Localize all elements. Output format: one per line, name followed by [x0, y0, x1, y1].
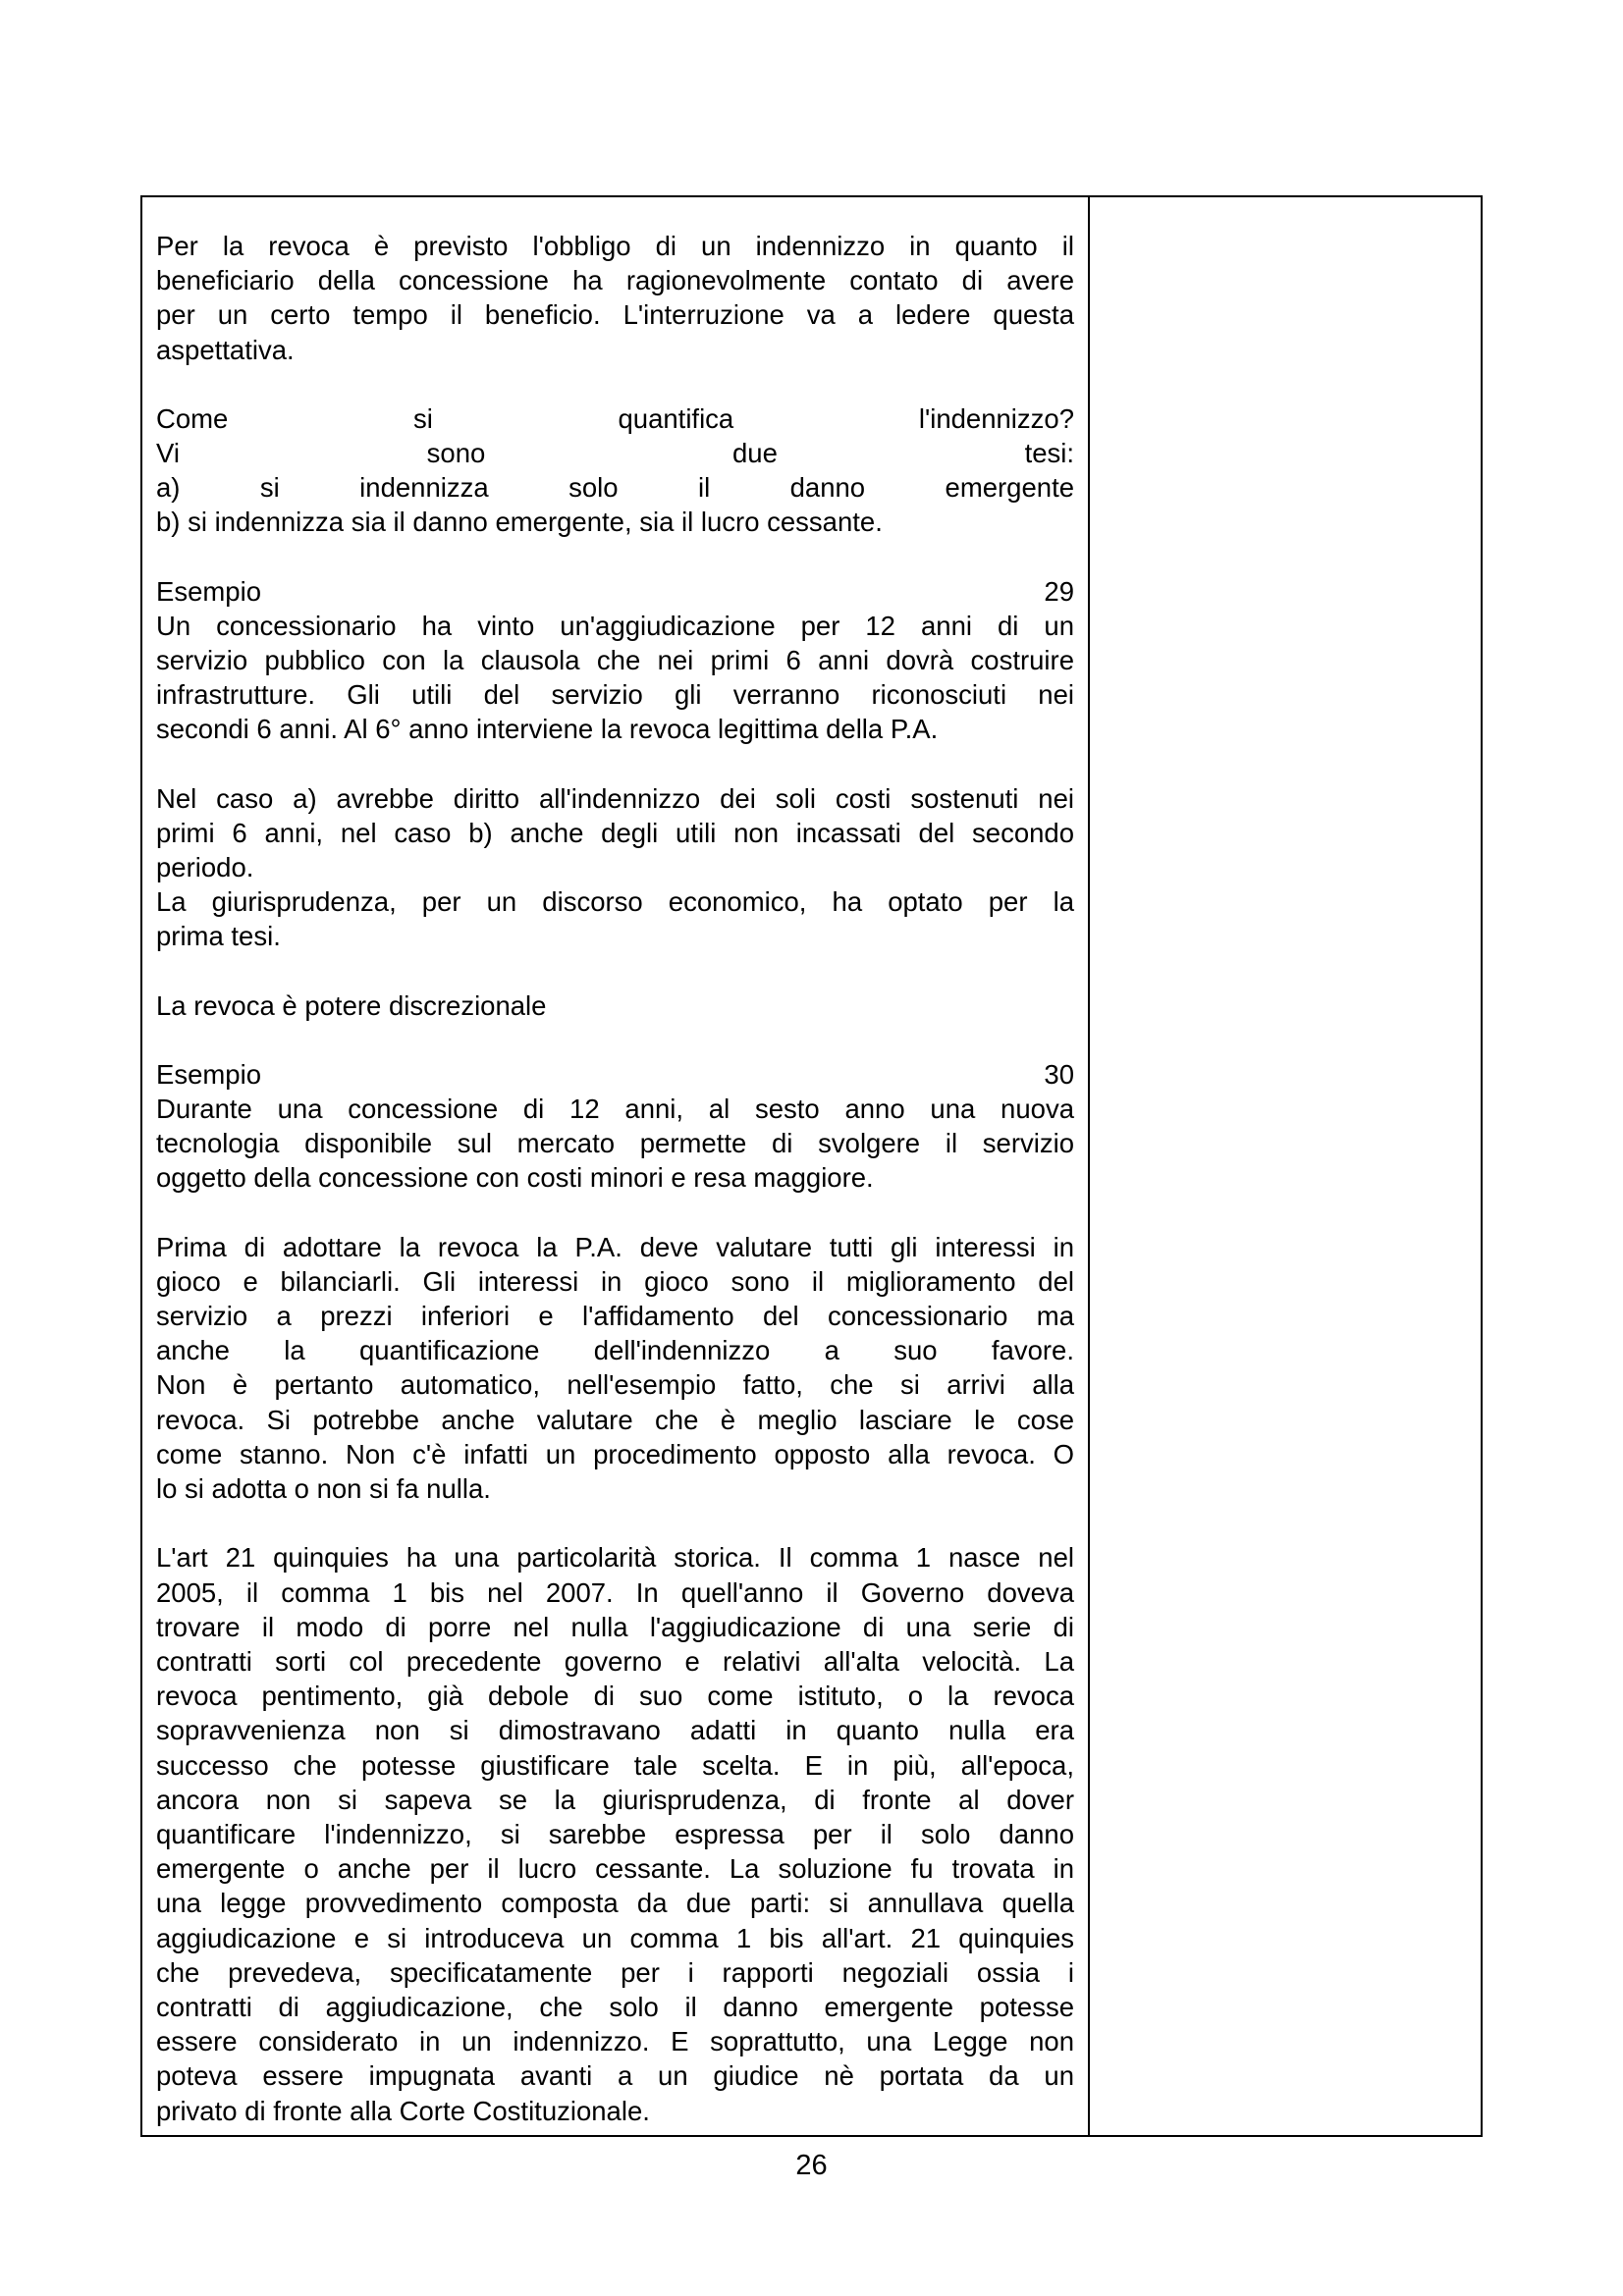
text-line: Durante una concessione di 12 anni, al sesto anno una nuova	[156, 1094, 1074, 1125]
text-line: contratti di aggiudicazione, che solo il danno emergente potesse	[156, 1991, 1074, 2022]
text-line: La revoca è potere discrezionale	[156, 989, 547, 1021]
text-line: primi 6 anni, nel caso b) anche degli utili non incassati del secondo	[156, 817, 1074, 848]
text-line: Un concessionario ha vinto un'aggiudicazione per 12 anni di un	[156, 610, 1074, 641]
text-line: 2005, il comma 1 bis nel 2007. In quell'anno il Governo doveva	[156, 1576, 1074, 1608]
page-number: 26	[795, 2150, 828, 2181]
text-line: revoca pentimento, già debole di suo come istituto, o la revoca	[156, 1681, 1074, 1712]
text-line: per un certo tempo il beneficio. L'interruzione va a ledere questa	[156, 299, 1074, 331]
text-line: Come si quantifica l'indennizzo?	[156, 402, 1074, 434]
text-line: tecnologia disponibile sul mercato permette di svolgere il servizio	[156, 1128, 1074, 1159]
text-line: revoca. Si potrebbe anche valutare che è meglio lasciare le cose	[156, 1404, 1074, 1435]
paragraph	[156, 1057, 1074, 1196]
text-line: gioco e bilanciarli. Gli interessi in gioco sono il miglioramento del	[156, 1265, 1074, 1297]
text-line: b) si indennizza sia il danno emergente, sia il lucro cessante.	[156, 507, 883, 538]
text-line: essere considerato in un indennizzo. E soprattutto, una Legge non	[156, 2026, 1074, 2057]
text-line: a) si indennizza solo il danno emergente	[156, 472, 1074, 504]
text-line: Esempio 30	[156, 1058, 1074, 1090]
text-line: contratti sorti col precedente governo e relativi all'alta velocità. La	[156, 1645, 1074, 1677]
text-line: Esempio 29	[156, 575, 1074, 607]
text-line: La giurisprudenza, per un discorso economico, ha optato per la	[156, 886, 1074, 918]
paragraph	[156, 781, 1074, 954]
text-line: come stanno. Non c'è infatti un procedimento opposto alla revoca. O	[156, 1438, 1074, 1469]
notes-column	[1090, 197, 1481, 2135]
text-line: privato di fronte alla Corte Costituzionale.	[156, 2095, 650, 2126]
paragraph	[156, 229, 1074, 367]
text-line: Non è pertanto automatico, nell'esempio fatto, che si arrivi alla	[156, 1369, 1074, 1401]
document-table	[140, 195, 1483, 2137]
text-line: anche la quantificazione dell'indennizzo a suo favore.	[156, 1335, 1074, 1366]
text-line: aggiudicazione e si introduceva un comma 1 bis all'art. 21 quinquies	[156, 1922, 1074, 1953]
text-line: servizio a prezzi inferiori e l'affidamento del concessionario ma	[156, 1301, 1074, 1332]
text-line: periodo.	[156, 852, 254, 883]
text-line: Prima di adottare la revoca la P.A. deve valutare tutti gli interessi in	[156, 1231, 1074, 1262]
text-line: trovare il modo di porre nel nulla l'aggiudicazione di una serie di	[156, 1611, 1074, 1642]
text-line: Per la revoca è previsto l'obbligo di un indennizzo in quanto il	[156, 231, 1074, 261]
text-line: infrastrutture. Gli utili del servizio gli verranno riconosciuti nei	[156, 679, 1074, 711]
text-line: oggetto della concessione con costi minori e resa maggiore.	[156, 1162, 874, 1194]
paragraph	[156, 1230, 1074, 1507]
text-line: L'art 21 quinquies ha una particolarità storica. Il comma 1 nasce nel	[156, 1542, 1074, 1574]
text-line: beneficiario della concessione ha ragionevolmente contato di avere	[156, 265, 1074, 296]
text-line: lo si adotta o non si fa nulla.	[156, 1473, 491, 1505]
text-line: successo che potesse giustificare tale scelta. E in più, all'epoca,	[156, 1749, 1074, 1781]
text-line: Nel caso a) avrebbe diritto all'indennizzo dei soli costi sostenuti nei	[156, 782, 1074, 814]
text-line: quantificare l'indennizzo, si sarebbe espressa per il solo danno	[156, 1818, 1074, 1849]
text-line: servizio pubblico con la clausola che nei primi 6 anni dovrà costruire	[156, 645, 1074, 676]
paragraph	[156, 574, 1074, 747]
paragraph	[156, 988, 1074, 1023]
text-line: Vi sono due tesi:	[156, 438, 1074, 469]
text-line: emergente o anche per il lucro cessante. La soluzione fu trovata in	[156, 1853, 1074, 1885]
main-text-column	[156, 229, 1074, 2163]
text-line: sopravvenienza non si dimostravano adatti in quanto nulla era	[156, 1715, 1074, 1746]
paragraph	[156, 1540, 1074, 2127]
paragraph	[156, 401, 1074, 540]
text-line: poteva essere impugnata avanti a un giudice nè portata da un	[156, 2060, 1074, 2092]
text-line: secondi 6 anni. Al 6° anno interviene la revoca legittima della P.A.	[156, 714, 939, 745]
text-line: prima tesi.	[156, 921, 281, 952]
text-line: che prevedeva, specificatamente per i rapporti negoziali ossia i	[156, 1956, 1074, 1988]
text-line: aspettativa.	[156, 334, 295, 365]
text-line: ancora non si sapeva se la giurisprudenza, di fronte al dover	[156, 1784, 1074, 1815]
text-line: una legge provvedimento composta da due parti: si annullava quella	[156, 1888, 1074, 1919]
